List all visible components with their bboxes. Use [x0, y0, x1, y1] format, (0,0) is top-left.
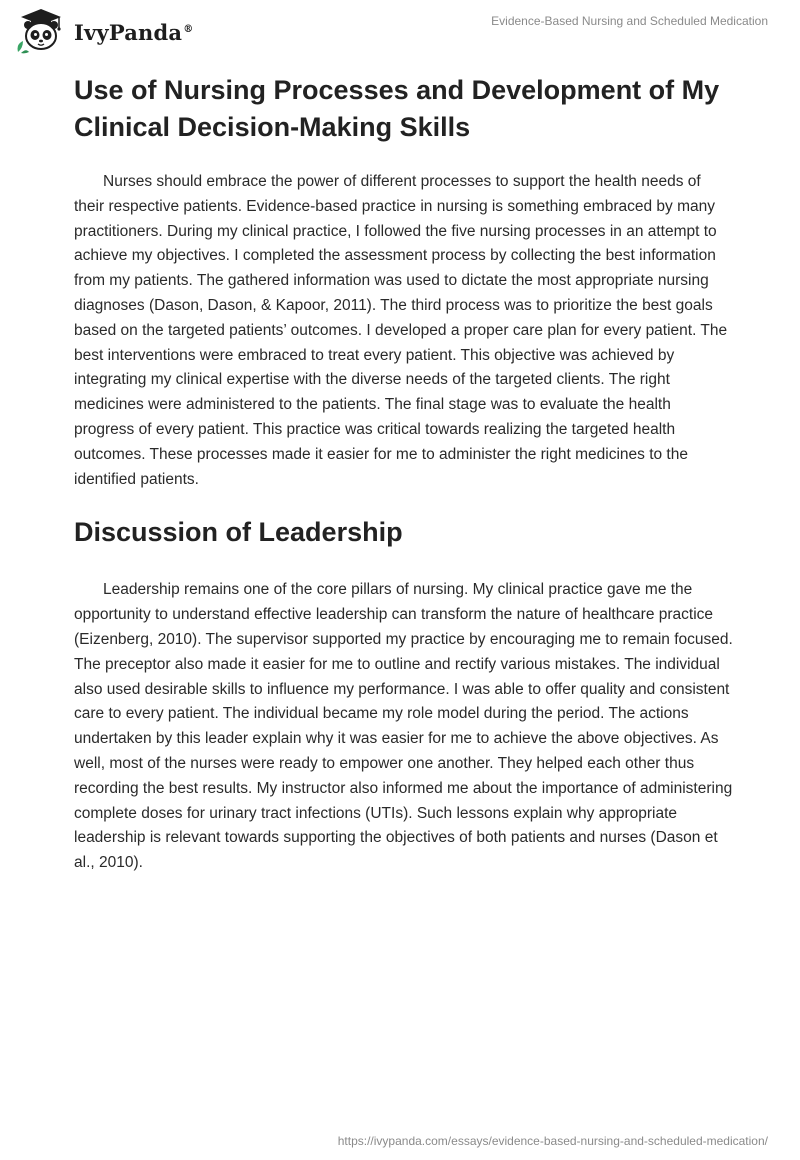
essay-content: [74, 72, 734, 876]
page-header: [0, 0, 800, 60]
panda-logo-icon: [14, 8, 68, 54]
brand-logo[interactable]: [14, 8, 193, 54]
section-paragraph-leadership: Leadership remains one of the core pillars of nursing. My clinical practice gave me the opportunity to understand effective leadership can transform the nature of healthcare practice (Eizenberg, 2010). The supervisor supported my practice by encouraging me to remain focused. The preceptor also made it easier for me to outline and rectify various mistakes. The individual also used desirable skills to influence my performance. I was able to offer quality and consistent care to every patient. The individual became my role model during the period. The actions undertaken by this leader explain why it was easier for me to achieve the above objectives. As well, most of the nurses were ready to empower one another. They helped each other thus recording the best results. My instructor also informed me about the importance of administering complete doses for urinary tract infections (UTIs). Such lessons explain why appropriate leadership is relevant towards supporting the objectives of both patients and nurses (Dason et al., 2010).: [74, 581, 733, 872]
section-heading-nursing-processes: Use of Nursing Processes and Development of My Clinical Decision-Making Skills: [74, 75, 720, 142]
source-url-link[interactable]: https://ivypanda.com/essays/evidence-based-nursing-and-scheduled-medication/: [337, 1134, 768, 1148]
section-heading-leadership: Discussion of Leadership: [74, 517, 403, 548]
document-title: Evidence-Based Nursing and Scheduled Medication: [491, 14, 768, 28]
section-paragraph-nursing-processes: Nurses should embrace the power of different processes to support the health needs of their respective patients. Evidence-based practice in nursing is something embraced by many practitioners. During my clinical practice, I followed the five nursing processes in an attempt to achieve my objectives. I completed the assessment process by collecting the best information from my patients. The gathered information was used to dictate the most appropriate nursing diagnoses (Dason, Dason, & Kapoor, 2011). The third process was to prioritize the best goals based on the targeted patients’ outcomes. I developed a proper care plan for every patient. The best interventions were embraced to treat every patient. This objective was achieved by integrating my clinical expertise with the diverse needs of the targeted clients. The right medicines were administered to the patients. The final stage was to evaluate the health progress of every patient. This practice was critical towards realizing the targeted health outcomes. These processes made it easier for me to administer the right medicines to the identified patients.: [74, 173, 728, 488]
brand-name: IvyPanda®: [74, 19, 194, 45]
